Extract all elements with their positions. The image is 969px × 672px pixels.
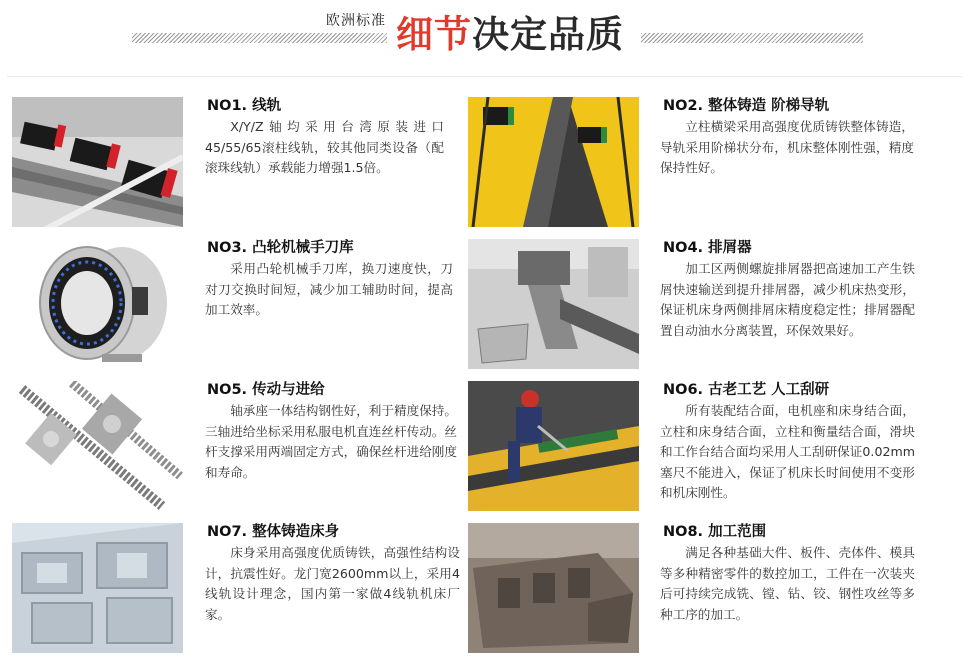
item-title-8: NO8. 加工范围 [663,524,767,540]
item-text-3: 采用凸轮机械手刀库，换刀速度快，刀对刀交换时间短，减少加工辅助时间，提高加工效率。 [205,261,453,317]
item-text-2: 立柱横梁采用高强度优质铸铁整体铸造，导轨采用阶梯状分布，机床整体刚性强，精度保持性好。 [660,119,914,175]
item-text-6: 所有装配结合面，电机座和床身结合面，立柱和床身结合面，立柱和衡量结合面，滑块和工作台结合面均采用人工刮研保证0.02mm塞尺不能进入，保证了机床长时间使用不变形和机床刚性。 [660,403,915,500]
item-title-5: NO5. 传动与进给 [207,382,325,398]
header-standard-label: 欧洲标准 [326,13,386,29]
header-title-red: 细节 [396,12,472,56]
tool-magazine-photo [12,239,183,369]
cast-bed-photo [12,523,183,653]
header-title-dark: 决定品质 [472,12,624,56]
hand-scraping-photo [468,381,639,511]
header-left-rule [132,33,387,43]
item-text-1: X/Y/Z轴均采用台湾原装进口45/55/65滚柱线轨，较其他同类设备（配滚珠线轨）承载能力增强1.5倍。 [205,119,444,175]
item-title-7: NO7. 整体铸造床身 [207,524,340,540]
item-title-2: NO2. 整体铸造 阶梯导轨 [663,98,830,114]
linear-rail-photo [12,97,183,227]
item-title-6: NO6. 古老工艺 人工刮研 [663,382,830,398]
section-header [0,0,969,70]
item-text-8: 满足各种基础大件、板件、壳体件、模具等多种精密零件的数控加工，工件在一次装夹后可持续完成铣、镗、钻、铰、钢性攻丝等多种工序的加工。 [660,545,915,622]
item-title-4: NO4. 排屑器 [663,240,752,256]
item-text-5: 轴承座一体结构钢性好，利于精度保持。三轴进给坐标采用私服电机直连丝杆传动。丝杆支撑采用两端固定方式，确保丝杆进给刚度和寿命。 [205,403,457,480]
cast-guide-photo [468,97,639,227]
header-divider [7,76,962,77]
item-text-7: 床身采用高强度优质铸铁，高强性结构设计，抗震性好。龙门宽2600mm以上，采用4线轨设计理念，国内第一家做4线轨机床厂家。 [205,545,460,622]
item-title-1: NO1. 线轨 [207,98,282,114]
machining-range-photo [468,523,639,653]
item-title-3: NO3. 凸轮机械手刀库 [207,240,354,256]
header-right-rule [641,33,863,43]
header-title [396,4,624,58]
chip-conveyor-photo [468,239,639,369]
ball-screw-photo [12,381,183,511]
item-text-4: 加工区两侧螺旋排屑器把高速加工产生铁屑快速输送到提升排屑器，减少机床热变形，保证机床身两侧排屑床精度稳定性；排屑器配置自动油水分离装置，环保效果好。 [660,261,915,338]
